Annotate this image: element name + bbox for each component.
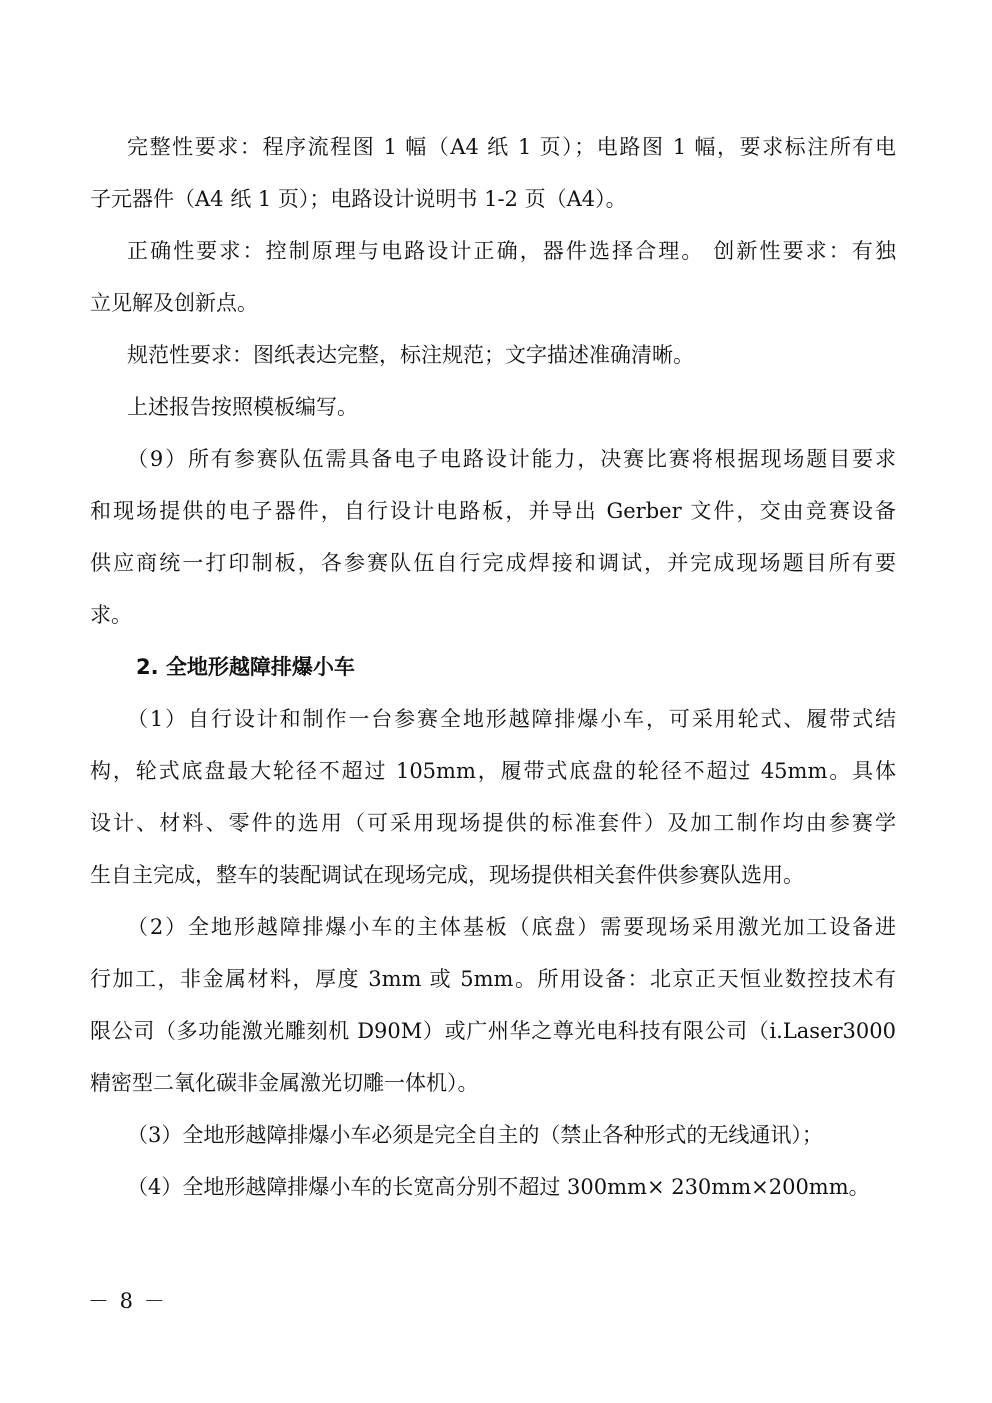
paragraph-item-9-line-1: （9）所有参赛队伍需具备电子电路设计能力，决赛比赛将根据现场题目要求 (127, 447, 896, 471)
paragraph-item-3: （3）全地形越障排爆小车必须是完全自主的（禁止各种形式的无线通讯）； (127, 1123, 823, 1147)
paragraph-standard: 规范性要求：图纸表达完整，标注规范；文字描述准确清晰。 (127, 343, 694, 367)
paragraph-item-1-line-4: 生自主完成，整车的装配调试在现场完成，现场提供相关套件供参赛队选用。 (90, 863, 804, 887)
paragraph-completeness-line-1: 完整性要求：程序流程图 1 幅（A4 纸 1 页）；电路图 1 幅，要求标注所有电 (127, 135, 896, 159)
paragraph-correctness-line-1: 正确性要求：控制原理与电路设计正确，器件选择合理。 创新性要求：有独 (127, 239, 896, 263)
paragraph-item-9-line-2: 和现场提供的电子器件，自行设计电路板，并导出 Gerber 文件，交由竞赛设备 (90, 499, 896, 523)
section-heading: 2. 全地形越障排爆小车 (136, 655, 355, 679)
paragraph-item-1-line-3: 设计、材料、零件的选用（可采用现场提供的标准套件）及加工制作均由参赛学 (90, 811, 896, 835)
paragraph-item-9-line-4: 求。 (90, 603, 132, 627)
paragraph-item-4: （4）全地形越障排爆小车的长宽高分别不超过 300mm× 230mm×200mm。 (127, 1175, 870, 1199)
paragraph-item-9-line-3: 供应商统一打印制板，各参赛队伍自行完成焊接和调试，并完成现场题目所有要 (90, 551, 896, 575)
paragraph-item-1-line-1: （1）自行设计和制作一台参赛全地形越障排爆小车，可采用轮式、履带式结 (127, 707, 896, 731)
paragraph-item-2-line-1: （2）全地形越障排爆小车的主体基板（底盘）需要现场采用激光加工设备进 (127, 915, 896, 939)
paragraph-item-2-line-4: 精密型二氧化碳非金属激光切雕一体机）。 (90, 1071, 479, 1095)
paragraph-item-2-line-2: 行加工，非金属材料，厚度 3mm 或 5mm。所用设备：北京正天恒业数控技术有 (90, 967, 896, 991)
paragraph-template-note: 上述报告按照模板编写。 (127, 395, 358, 419)
paragraph-correctness-line-2: 立见解及创新点。 (90, 291, 258, 315)
paragraph-item-1-line-2: 构，轮式底盘最大轮径不超过 105mm，履带式底盘的轮径不超过 45mm。具体 (90, 759, 896, 783)
paragraph-completeness-line-2: 子元器件（A4 纸 1 页）；电路设计说明书 1-2 页（A4）。 (90, 187, 627, 211)
paragraph-item-2-line-3: 限公司（多功能激光雕刻机 D90M）或广州华之尊光电科技有限公司（i.Laser3000 (90, 1019, 896, 1043)
page-number: － 8 － (88, 1289, 167, 1313)
